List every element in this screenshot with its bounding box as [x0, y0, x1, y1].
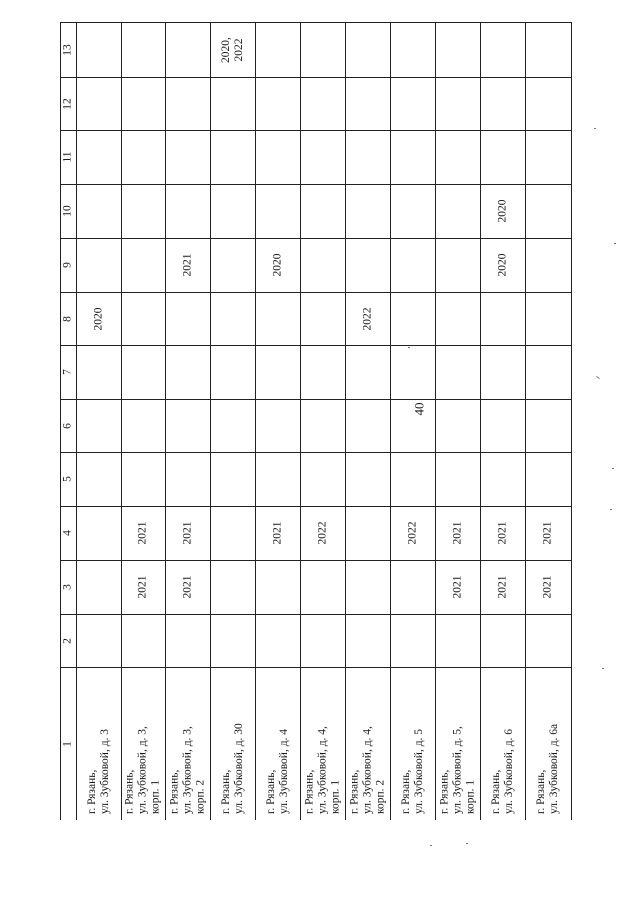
cell-line: ул. Зубковой, д. 5 — [412, 728, 425, 814]
cell-line: г. Рязань, — [85, 769, 98, 814]
year-cell — [121, 560, 166, 615]
cell-text — [400, 728, 426, 813]
year-cell — [300, 399, 346, 453]
scan-speck — [430, 845, 432, 846]
cell-text — [62, 741, 75, 747]
address-cell — [76, 667, 122, 821]
year-cell — [390, 506, 436, 561]
cell-line: корп. 1 — [464, 779, 476, 814]
cell-line: 11 — [61, 151, 74, 163]
cell-text — [490, 728, 516, 813]
year-cell — [165, 452, 211, 507]
cell-line: 2021 — [181, 575, 193, 599]
year-cell — [390, 560, 436, 615]
cell-text — [62, 638, 75, 644]
year-cell — [435, 560, 481, 615]
year-cell — [525, 77, 572, 131]
cell-line: корп. 1 — [329, 779, 341, 814]
year-cell — [435, 452, 481, 507]
year-cell — [76, 130, 122, 185]
scan-speck — [408, 347, 410, 348]
cell-line: г. Рязань, — [438, 769, 450, 814]
cell-text — [361, 307, 374, 330]
year-cell — [76, 506, 122, 561]
cell-text — [62, 44, 75, 56]
address-cell — [345, 667, 391, 821]
year-cell — [390, 22, 436, 78]
cell-line: 2021 — [451, 575, 463, 599]
year-cell — [525, 614, 572, 668]
scan-speck — [610, 509, 612, 510]
column-number — [60, 184, 77, 239]
cell-text — [62, 476, 75, 482]
column-number — [60, 345, 77, 400]
year-cell — [210, 130, 256, 185]
year-cell — [121, 184, 166, 239]
scan-speck — [614, 243, 616, 244]
cell-line: ул. Зубковой, д. 6 — [502, 728, 515, 814]
address-cell — [300, 667, 346, 821]
year-cell — [300, 452, 346, 507]
year-cell — [300, 560, 346, 615]
cell-text — [62, 205, 75, 217]
year-cell — [76, 77, 122, 131]
cell-line: 2021 — [136, 521, 149, 545]
year-cell — [121, 130, 166, 185]
cell-line: 2021 — [181, 521, 193, 545]
scan-speck — [612, 468, 614, 469]
cell-line: ул. Зубковой, д. 4, — [316, 725, 328, 814]
year-cell — [255, 238, 301, 293]
year-cell — [390, 238, 436, 293]
year-cell — [76, 452, 122, 507]
cell-line: 2021 — [496, 521, 508, 545]
year-cell — [255, 22, 301, 78]
cell-text — [542, 522, 555, 545]
year-cell — [165, 292, 211, 346]
cell-text — [62, 530, 75, 536]
cell-line: 2022 — [406, 521, 418, 545]
cell-line: 2021 — [541, 575, 554, 599]
year-cell — [345, 506, 391, 561]
year-cell — [300, 77, 346, 131]
year-cell — [435, 130, 481, 185]
year-cell — [210, 452, 256, 507]
year-cell — [76, 345, 122, 400]
cell-text — [137, 522, 150, 545]
cell-text — [542, 576, 555, 599]
year-cell — [390, 77, 436, 131]
year-cell — [210, 614, 256, 668]
column-number — [60, 238, 77, 293]
cell-line: корп. 2 — [374, 779, 386, 814]
column-number — [60, 22, 77, 78]
year-cell — [300, 614, 346, 668]
year-cell — [300, 130, 346, 185]
cell-line: 2 — [61, 637, 74, 644]
scan-speck — [594, 128, 596, 129]
cell-text — [181, 254, 194, 277]
cell-line: 2020 — [496, 199, 508, 223]
cell-text — [181, 576, 194, 599]
address-cell — [525, 667, 572, 821]
year-cell — [345, 614, 391, 668]
year-cell — [390, 345, 436, 400]
year-cell — [210, 77, 256, 131]
year-cell — [435, 238, 481, 293]
cell-text — [62, 262, 75, 268]
year-cell — [255, 130, 301, 185]
year-cell — [121, 292, 166, 346]
year-cell — [525, 399, 572, 453]
year-cell — [435, 292, 481, 346]
year-cell — [165, 184, 211, 239]
cell-text — [496, 200, 509, 223]
cell-text — [62, 369, 75, 375]
cell-line: ул. Зубковой, д. 4, — [361, 725, 373, 814]
year-cell — [210, 22, 256, 78]
address-cell — [121, 667, 166, 821]
year-cell — [480, 184, 526, 239]
cell-line: г. Рязань, — [348, 769, 360, 814]
address-cell — [255, 667, 301, 821]
year-cell — [300, 184, 346, 239]
year-cell — [210, 184, 256, 239]
cell-line: ул. Зубковой, д. 5, — [451, 725, 463, 814]
cell-line: г. Рязань, — [168, 769, 180, 814]
year-cell — [121, 614, 166, 668]
cell-text — [316, 522, 329, 545]
address-cell — [435, 667, 481, 821]
year-cell — [76, 614, 122, 668]
cell-line: 10 — [61, 205, 74, 217]
cell-line: корп. 2 — [194, 779, 206, 814]
year-cell — [76, 22, 122, 78]
scan-speck — [466, 843, 468, 844]
cell-line: 2020 — [271, 253, 283, 277]
year-cell — [345, 77, 391, 131]
cell-text — [438, 726, 477, 814]
column-number — [60, 77, 77, 131]
year-cell — [165, 399, 211, 453]
year-cell — [345, 238, 391, 293]
column-number — [60, 560, 77, 615]
year-cell — [255, 560, 301, 615]
year-cell — [525, 184, 572, 239]
cell-line: 12 — [61, 97, 74, 110]
year-cell — [255, 506, 301, 561]
year-cell — [300, 292, 346, 346]
year-cell — [210, 506, 256, 561]
year-cell — [390, 292, 436, 346]
cell-line: г. Рязань, — [123, 769, 136, 814]
address-cell — [390, 667, 436, 821]
year-cell — [255, 184, 301, 239]
cell-text — [62, 423, 75, 429]
address-cell — [210, 667, 256, 821]
year-cell — [300, 506, 346, 561]
year-cell — [480, 614, 526, 668]
cell-text — [220, 723, 246, 814]
cell-line: г. Рязань, — [535, 769, 547, 814]
cell-line: 2021 — [271, 521, 283, 545]
cell-text — [496, 254, 509, 277]
address-cell — [480, 667, 526, 821]
cell-line: 2021 — [136, 575, 149, 599]
year-cell — [121, 506, 166, 561]
cell-line: ул. Зубковой, д. 30 — [232, 722, 245, 814]
cell-text — [451, 576, 464, 599]
year-cell — [76, 292, 122, 346]
cell-line: г. Рязань, — [489, 769, 502, 814]
cell-line: ул. Зубковой, д. 6а — [548, 723, 560, 814]
cell-line: 6 — [61, 422, 74, 429]
year-cell — [165, 77, 211, 131]
year-cell — [435, 22, 481, 78]
year-cell — [210, 345, 256, 400]
year-cell — [390, 184, 436, 239]
cell-text — [271, 522, 284, 545]
cell-line: 5 — [61, 476, 74, 482]
year-cell — [76, 399, 122, 453]
year-cell — [345, 184, 391, 239]
year-cell — [435, 399, 481, 453]
cell-line: 2022 — [316, 521, 328, 545]
cell-text — [181, 522, 194, 545]
year-cell — [165, 614, 211, 668]
cell-line: ул. Зубковой, д. 3, — [136, 725, 149, 814]
year-cell — [480, 130, 526, 185]
year-cell — [480, 560, 526, 615]
year-cell — [435, 614, 481, 668]
year-cell — [121, 22, 166, 78]
cell-line: г. Рязань, — [264, 769, 277, 814]
year-cell — [525, 452, 572, 507]
cell-text — [62, 316, 75, 322]
year-cell — [76, 184, 122, 239]
cell-text — [348, 726, 387, 814]
cell-line: 2022 — [361, 307, 373, 330]
cell-text — [92, 307, 105, 330]
year-cell — [390, 130, 436, 185]
year-cell — [480, 238, 526, 293]
cell-text: 2020, 2022 — [219, 36, 245, 63]
year-cell — [210, 292, 256, 346]
cell-text — [496, 576, 509, 599]
year-cell — [390, 614, 436, 668]
cell-line: ул. Зубковой, д. 3 — [98, 728, 111, 814]
year-cell — [165, 238, 211, 293]
cell-line: 2020 — [92, 307, 104, 330]
cell-text — [168, 726, 207, 814]
address-cell — [165, 667, 211, 821]
year-cell — [255, 345, 301, 400]
year-cell — [300, 22, 346, 78]
year-cell — [480, 452, 526, 507]
year-cell — [390, 452, 436, 507]
cell-line: 8 — [61, 315, 74, 322]
year-cell — [345, 345, 391, 400]
cell-text — [137, 576, 150, 599]
page-number: 40 — [411, 402, 427, 416]
year-cell — [165, 22, 211, 78]
cell-line: 13 — [61, 43, 74, 56]
year-cell — [435, 77, 481, 131]
cell-line: 2020 — [496, 253, 508, 277]
year-cell — [165, 560, 211, 615]
cell-line: г. Рязань, — [399, 769, 412, 814]
column-number — [60, 452, 77, 507]
year-cell — [435, 184, 481, 239]
column-number — [60, 614, 77, 668]
cell-line: корп. 1 — [149, 779, 162, 814]
year-cell — [390, 399, 436, 453]
cell-text — [62, 151, 75, 162]
column-number — [60, 292, 77, 346]
year-cell — [480, 292, 526, 346]
year-cell — [300, 238, 346, 293]
year-cell — [165, 130, 211, 185]
year-cell — [525, 22, 572, 78]
year-cell — [480, 77, 526, 131]
year-cell — [255, 77, 301, 131]
year-cell — [210, 399, 256, 453]
cell-text — [86, 728, 112, 813]
cell-line: 7 — [61, 369, 74, 375]
year-cell — [345, 560, 391, 615]
year-cell — [525, 238, 572, 293]
cell-line: 2021 — [496, 575, 508, 599]
year-cell — [525, 292, 572, 346]
year-cell — [300, 345, 346, 400]
year-cell — [165, 345, 211, 400]
year-cell — [435, 506, 481, 561]
rotated-table — [60, 22, 609, 820]
year-cell — [121, 345, 166, 400]
column-number — [60, 399, 77, 453]
scan-speck — [602, 668, 604, 669]
column-number — [60, 506, 77, 561]
year-cell — [345, 452, 391, 507]
cell-line: 2021 — [181, 253, 193, 277]
year-cell — [525, 506, 572, 561]
year-cell — [525, 345, 572, 400]
cell-text — [265, 728, 291, 813]
cell-text — [62, 584, 75, 590]
year-cell — [121, 399, 166, 453]
column-number — [60, 130, 77, 185]
year-cell — [345, 292, 391, 346]
cell-line: 2021 — [541, 521, 554, 545]
cell-text — [406, 522, 419, 545]
year-cell — [345, 22, 391, 78]
year-cell — [255, 292, 301, 346]
cell-text — [303, 726, 342, 814]
year-cell — [165, 506, 211, 561]
cell-text — [496, 522, 509, 545]
year-cell — [480, 399, 526, 453]
year-cell — [210, 560, 256, 615]
year-cell — [525, 560, 572, 615]
year-cell — [435, 345, 481, 400]
cell-text — [271, 254, 284, 277]
year-cell — [480, 22, 526, 78]
cell-line: 3 — [61, 584, 74, 590]
cell-line: 4 — [61, 530, 74, 536]
cell-text — [535, 723, 561, 813]
year-cell — [76, 560, 122, 615]
cell-line: 2021 — [451, 521, 463, 545]
cell-line: 9 — [61, 262, 74, 268]
year-cell — [525, 130, 572, 185]
cell-line: ул. Зубковой, д. 4 — [277, 728, 290, 814]
year-cell — [121, 238, 166, 293]
year-cell — [121, 452, 166, 507]
cell-line: г. Рязань, — [219, 769, 232, 814]
year-cell — [255, 399, 301, 453]
cell-text — [451, 522, 464, 545]
column-number — [60, 667, 77, 821]
cell-line: г. Рязань, — [303, 769, 315, 814]
year-cell — [76, 238, 122, 293]
year-cell — [480, 345, 526, 400]
year-cell — [345, 130, 391, 185]
cell-line: ул. Зубковой, д. 3, — [181, 725, 193, 814]
year-cell — [480, 506, 526, 561]
year-cell — [210, 238, 256, 293]
year-cell — [345, 399, 391, 453]
year-cell — [255, 614, 301, 668]
year-cell — [255, 452, 301, 507]
year-cell — [121, 77, 166, 131]
cell-text — [124, 726, 163, 814]
cell-text — [62, 98, 75, 110]
cell-line: 1 — [61, 740, 74, 747]
